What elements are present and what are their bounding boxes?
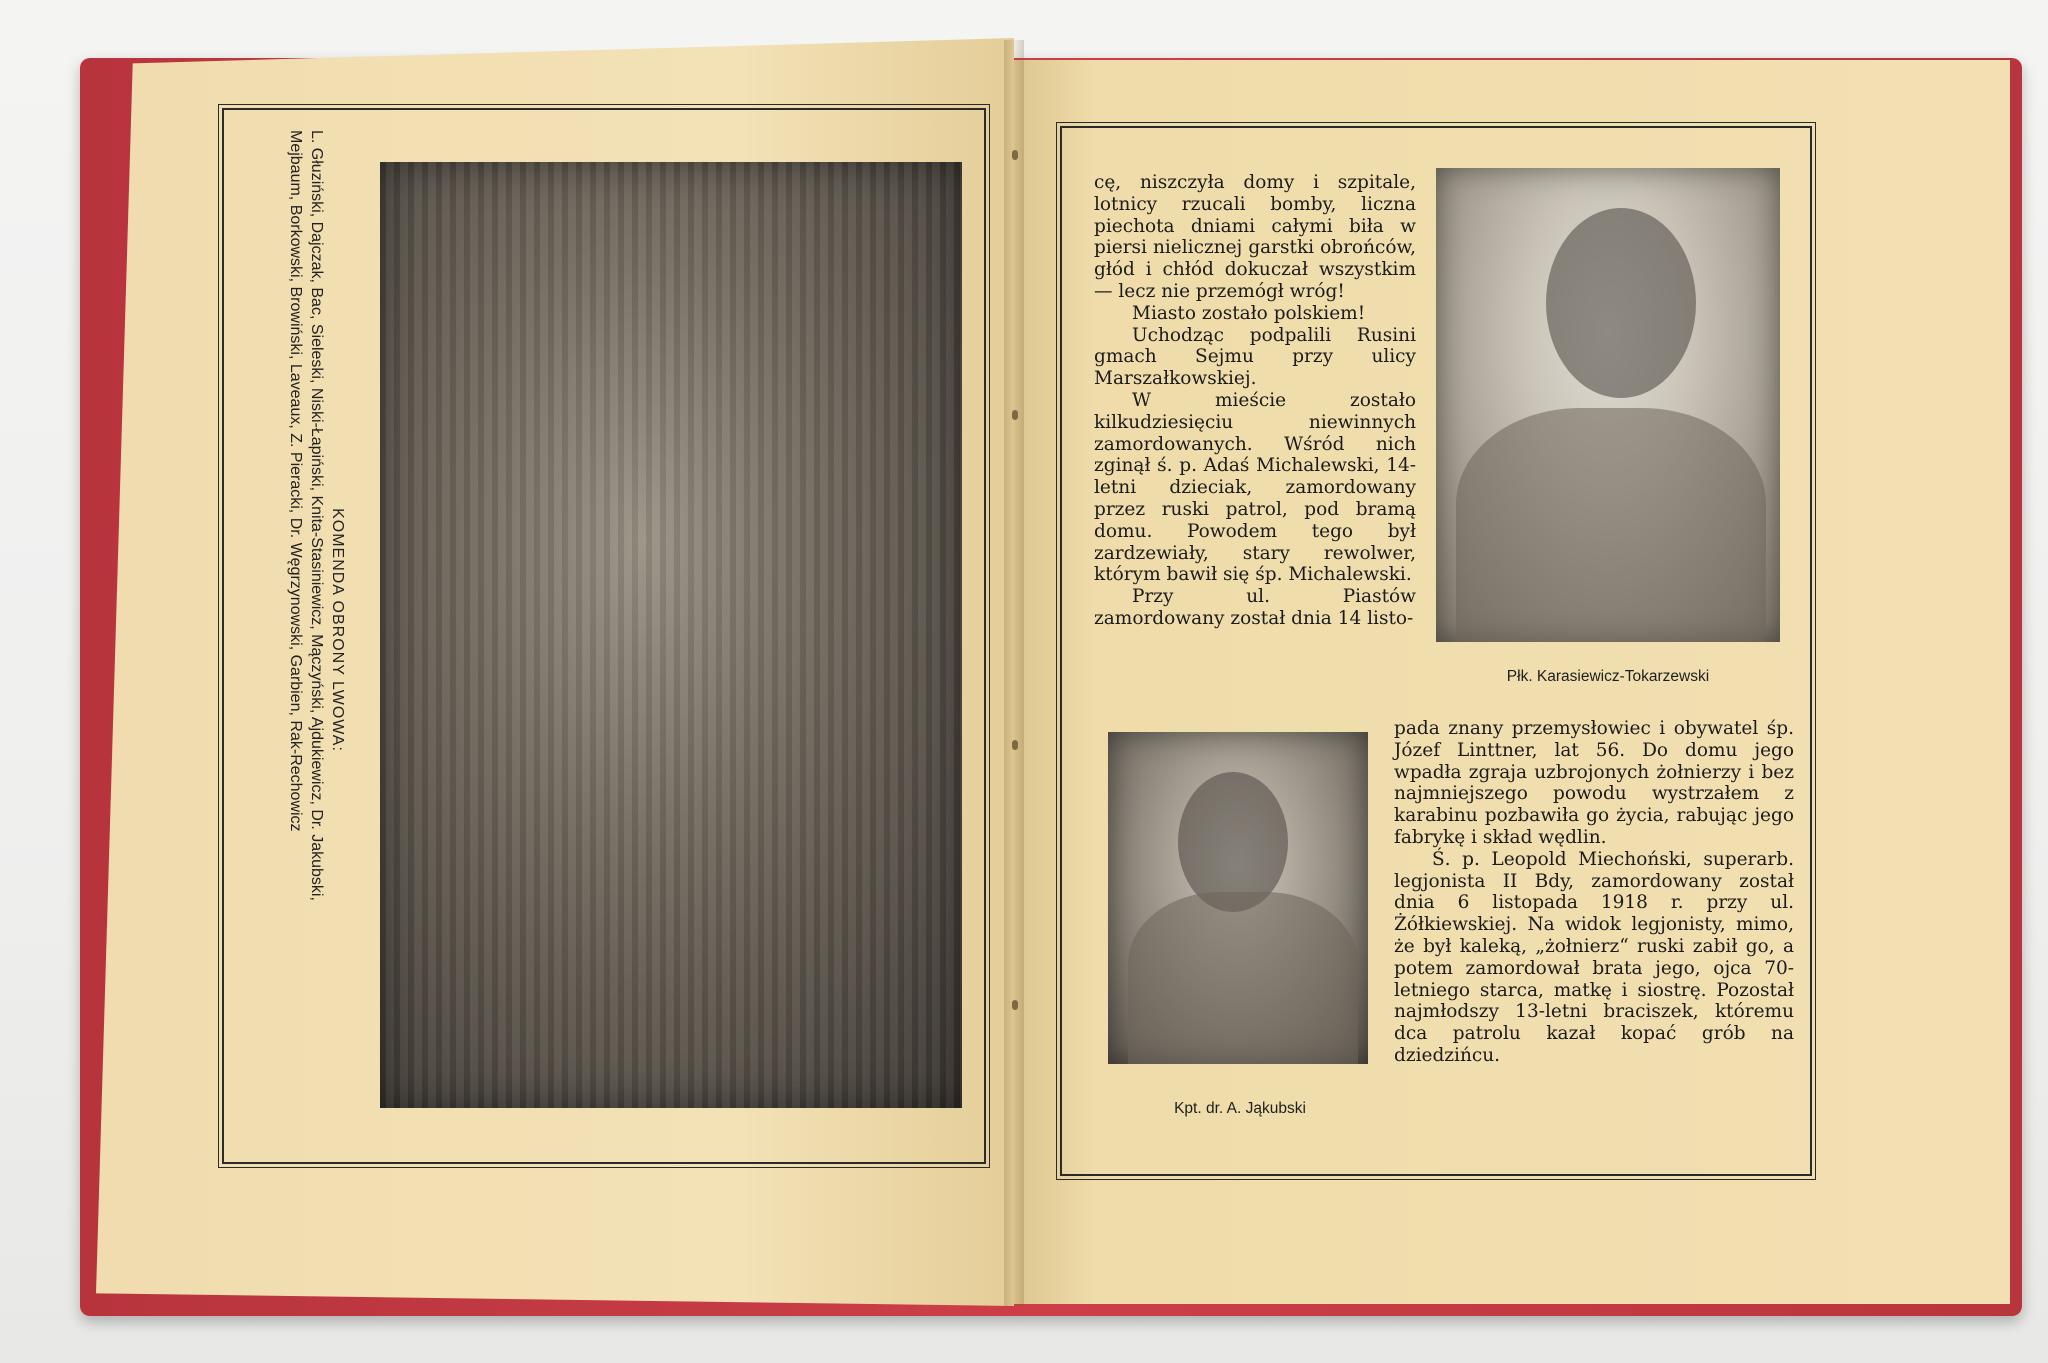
caption-heading: KOMENDA OBRONY LWOWA: — [329, 508, 346, 752]
paragraph: Ś. p. Leopold Miechoński, superarb. legjonista II Bdy, zamordowany został dnia 6 listopada 1918 r. przy ul. Żółkiewskiej. Na widok legjonisty, mimo, że był kaleką, „żołnierz“ ruski zabił go, a potem zamordował brata jego, ojca 70-letniego starca, matkę i siostrę. Pozostał najmłodszy 13-letni braciszek, któremu dca patrolu kazał kopać grób na dziedzińcu. — [1394, 848, 1794, 1066]
portrait-caption-captain: Kpt. dr. A. Jąkubski — [1174, 1100, 1306, 1117]
paragraph: pada znany przemysłowiec i obywatel śp. Józef Linttner, lat 56. Do domu jego wpadła zgraja uzbrojonych żołnierzy i bez najmniejszego powodu wystrzałem z karabinu pozbawiła go życia, rabując jego fabrykę i skład wędlin. — [1394, 718, 1794, 848]
portrait-photo-colonel — [1436, 168, 1780, 642]
paragraph: cę, niszczyła domy i szpitale, lotnicy rzucali bomby, liczna piechota dniami całymi biła w piersi nielicznej garstki obrońców, głód i chłód dokuczał wszystkim — lecz nie przemógł wróg! — [1094, 172, 1416, 302]
paragraph: Przy ul. Piastów zamordowany został dnia 14 listo- — [1094, 586, 1416, 629]
portrait-photo-captain — [1108, 732, 1368, 1064]
caption-names-line2: Mejbaum, Borkowski, Browiński, Laveaux, Z. Pieracki, Dr. Węgrzynowski, Garbien, Rak-Rechowicz — [287, 130, 304, 832]
binding-stitch — [1012, 150, 1018, 160]
caption-names-line1: L. Głuziński, Dajczak, Bac, Sieleski, Niski-Łapiński, Knita-Stasiniewicz, Mączyński, Ajdukiewicz, Dr. Jakubski, — [308, 130, 325, 901]
binding-stitch — [1012, 410, 1018, 420]
group-photo-caption — [228, 130, 348, 1130]
text-column-1 — [1094, 172, 1416, 630]
book-gutter — [1004, 40, 1024, 1306]
paragraph: Miasto zostało polskiem! — [1132, 302, 1366, 324]
binding-stitch — [1012, 740, 1018, 750]
paragraph: Uchodząc podpalili Rusini gmach Sejmu przy ulicy Marszałkowskiej. — [1094, 324, 1416, 390]
group-photo — [380, 162, 962, 1108]
binding-stitch — [1012, 1000, 1018, 1010]
text-column-2 — [1394, 718, 1794, 1067]
portrait-caption-colonel: Płk. Karasiewicz-Tokarzewski — [1506, 668, 1710, 685]
paragraph: W mieście zostało kilkudziesięciu niewinnych zamordowanych. Wśród nich zginął ś. p. Adaś Michalewski, 14-letni dzieciak, zamordowany przez ruski patrol, pod bramą domu. Powodem tego był zardzewiały, stary rewolwer, którym bawił się śp. Michalewski. — [1094, 389, 1416, 586]
